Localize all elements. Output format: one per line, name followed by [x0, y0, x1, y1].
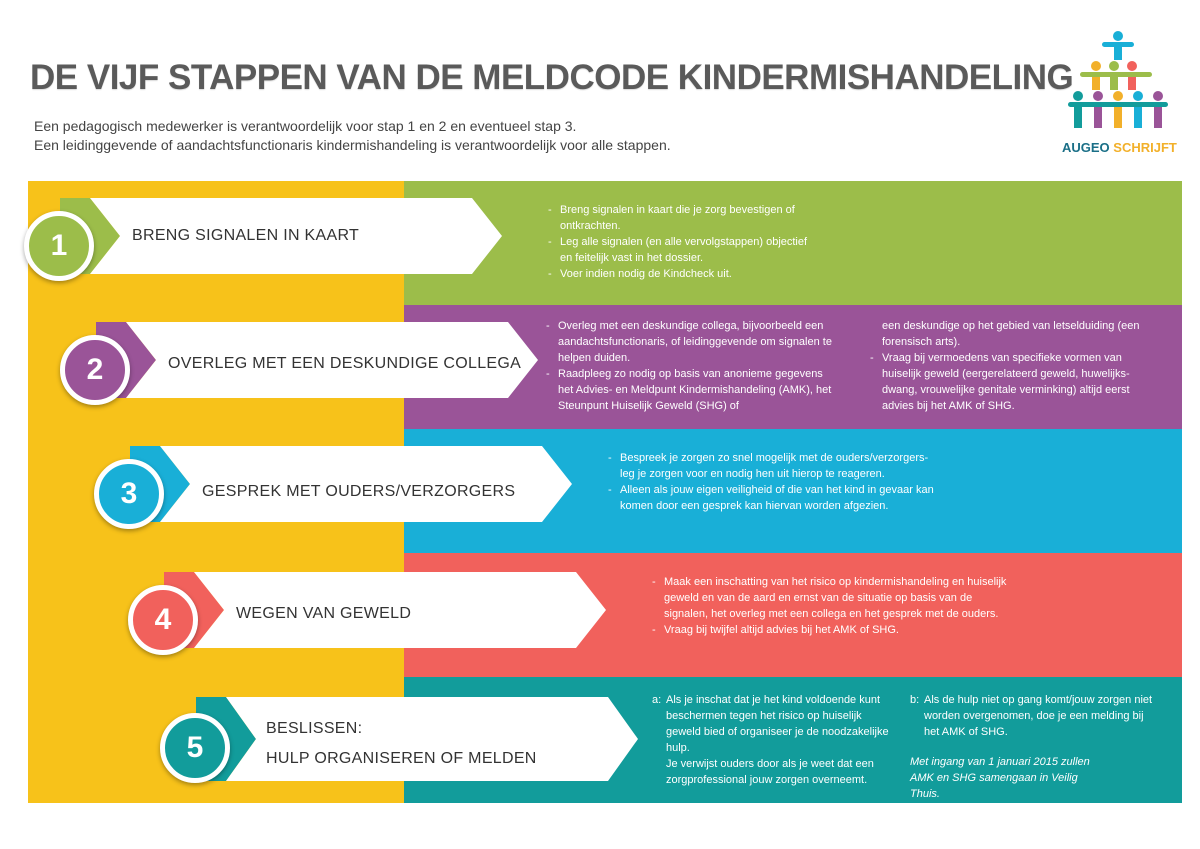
- step-5-note: Met ingang van 1 januari 2015 zullen AMK en SHG samengaan in Veilig Thuis.: [910, 756, 1090, 800]
- step-2-text-col2: [870, 318, 1160, 414]
- augeo-logo: [1066, 28, 1176, 158]
- step-2-number-badge: [60, 335, 130, 405]
- step-3-text: [608, 450, 943, 514]
- step-4-text: [652, 574, 1012, 638]
- step-1-label: BRENG SIGNALEN IN KAART: [132, 227, 360, 244]
- step-4-number: 4: [154, 603, 172, 636]
- step-2-continuation: een deskundige op het gebied van letselduiding (een forensisch arts).: [882, 320, 1140, 348]
- step-5-label-line1: BESLISSEN:: [266, 720, 363, 737]
- step-3-bullet: - Alleen als jouw eigen veiligheid of die van het kind in gevaar kan komen door een gesprek kan hiervan worden afgezien.: [608, 482, 943, 514]
- step-4-label: WEGEN VAN GEWELD: [236, 605, 412, 622]
- option-a-text: Als je inschat dat je het kind voldoende kunt beschermen tegen het risico op huiselijk geweld bied of organiseer je de noodzakelijke hulp.: [666, 694, 889, 754]
- step-5-label-line2: HULP ORGANISEREN OF MELDEN: [266, 750, 537, 767]
- step-2-text-col1: [546, 318, 836, 414]
- step-5-number: 5: [186, 731, 204, 764]
- step-2-arrow: [96, 322, 538, 398]
- logo-word-augeo: AUGEO: [1062, 140, 1110, 155]
- logo-text: [1062, 140, 1177, 155]
- option-a-key: a:: [652, 694, 662, 706]
- step-1-bullet: - Breng signalen in kaart die je zorg bevestigen of ontkrachten.: [548, 202, 818, 234]
- step-2-bullet: - Vraag bij vermoedens van specifieke vormen van huiselijk geweld (eergerelateerd geweld, huwelijks-dwang, vrouwelijke genitale verminking) altijd eerst advies bij het AMK of SHG.: [870, 350, 1160, 414]
- step-4-number-badge: [128, 585, 198, 655]
- intro-line: Een pedagogisch medewerker is verantwoordelijk voor stap 1 en 2 en eventueel stap 3.: [34, 118, 577, 134]
- intro-text: [34, 117, 671, 155]
- step-3-label: GESPREK MET OUDERS/VERZORGERS: [202, 483, 516, 500]
- step-2-label: OVERLEG MET EEN DESKUNDIGE COLLEGA: [168, 355, 522, 372]
- step-2-bullet: - Raadpleeg zo nodig op basis van anonieme gegevens het Advies- en Meldpunt Kindermishandeling (AMK), het Steunpunt Huiselijk Geweld (SHG) of: [546, 366, 836, 414]
- logo-word-schrijft: SCHRIJFT: [1113, 140, 1177, 155]
- step-5-text-a: [652, 692, 892, 788]
- option-a-text2: Je verwijst ouders door als je weet dat een zorgprofessional jouw zorgen overneemt.: [666, 758, 874, 786]
- step-1-bullet: - Leg alle signalen (en alle vervolgstappen) objectief en feitelijk vast in het dossier.: [548, 234, 818, 266]
- step-3-number-badge: [94, 459, 164, 529]
- step-1-arrow: [60, 198, 502, 274]
- step-5-option-a: [652, 692, 892, 788]
- step-1-text: [548, 202, 818, 282]
- step-2-bullet: - Overleg met een deskundige collega, bijvoorbeeld een aandachtsfunctionaris, of leidinggevende om signalen te helpen duiden.: [546, 318, 836, 366]
- page-title: DE VIJF STAPPEN VAN DE MELDCODE KINDERMISHANDELING: [30, 58, 1074, 97]
- step-4-bullet: - Vraag bij twijfel altijd advies bij het AMK of SHG.: [652, 622, 1012, 638]
- step-2-number: 2: [86, 353, 104, 386]
- intro-line: Een leidinggevende of aandachtsfunctionaris kindermishandeling is verantwoordelijk voor alle stappen.: [34, 137, 671, 153]
- option-b-key: b:: [910, 694, 920, 706]
- step-4-arrow: [164, 572, 606, 648]
- step-5-option-b: [910, 692, 1160, 740]
- step-1-bullet: - Voer indien nodig de Kindcheck uit.: [548, 266, 818, 282]
- step-1-number-badge: [24, 211, 94, 281]
- step-4-bullet: - Maak een inschatting van het risico op kindermishandeling en huiselijk geweld en van de aard en ernst van de situatie op basis van de signalen, het overleg met een collega en het gesprek met de ouders.: [652, 574, 1012, 622]
- step-5-text-b: [910, 692, 1160, 802]
- step-3-arrow: [130, 446, 572, 522]
- step-1-number: 1: [50, 229, 68, 262]
- step-5-arrow: [196, 697, 638, 781]
- step-3-bullet: - Bespreek je zorgen zo snel mogelijk met de ouders/verzorgers- leg je zorgen voor en nodig hen uit hierop te reageren.: [608, 450, 943, 482]
- step-5-number-badge: [160, 713, 230, 783]
- step-3-number: 3: [120, 477, 138, 510]
- option-b-text: Als de hulp niet op gang komt/jouw zorgen niet worden overgenomen, doe je een melding bij het AMK of SHG.: [924, 694, 1153, 738]
